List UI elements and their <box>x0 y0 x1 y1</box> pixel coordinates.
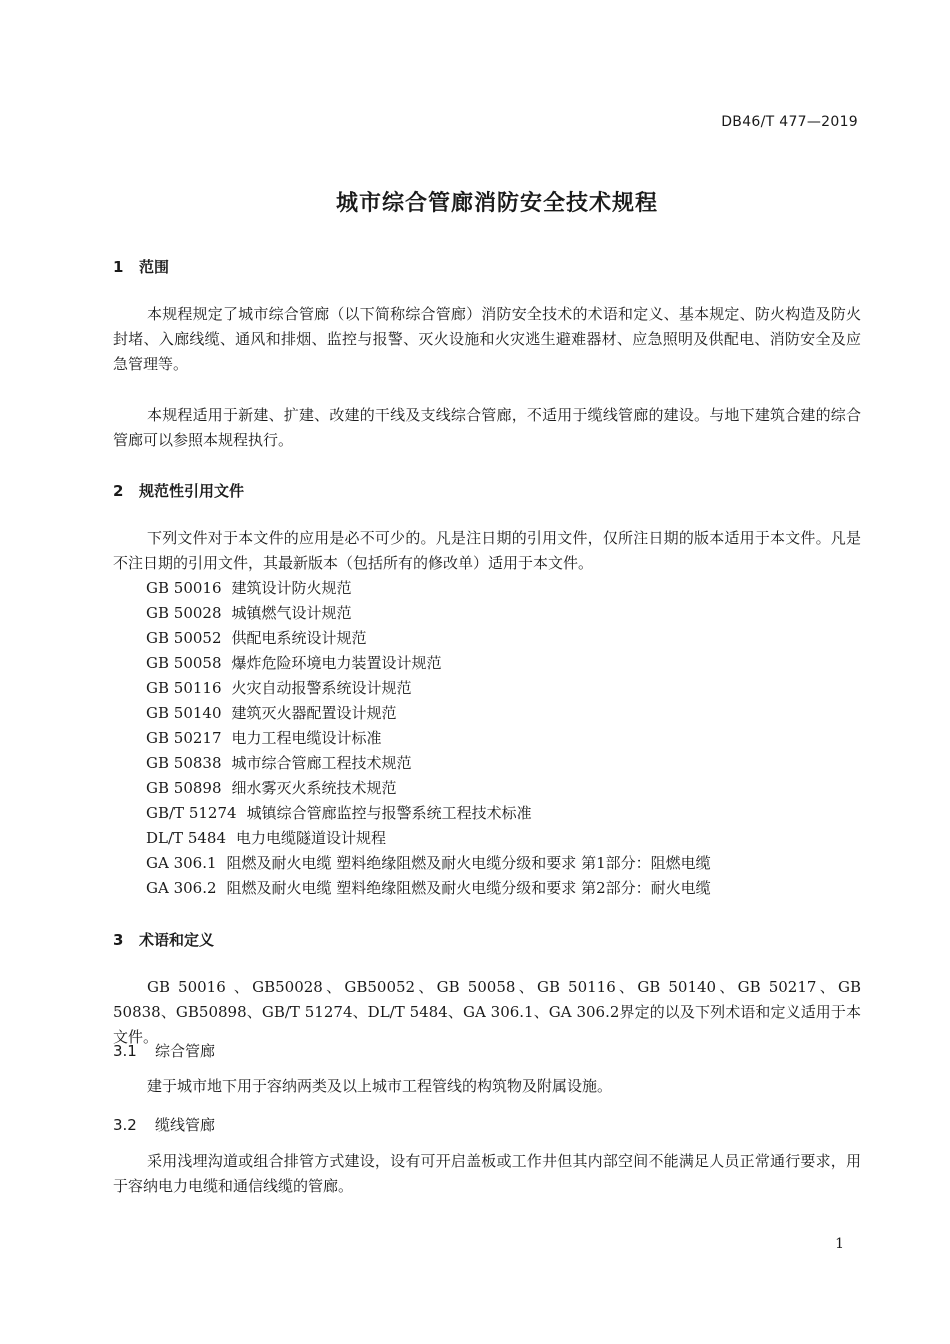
reference-title: 火灾自动报警系统设计规范 <box>231 679 412 697</box>
reference-title: 城市综合管廊工程技术规范 <box>231 754 412 772</box>
document-title: 城市综合管廊消防安全技术规程 <box>335 191 658 216</box>
reference-title: 建筑灭火器配置设计规范 <box>231 704 397 722</box>
reference-code: GB 50898 <box>146 779 222 797</box>
scope-paragraph-1: 本规程规定了城市综合管廊（以下简称综合管廊）消防安全技术的术语和定义、基本规定、防火构造及防火封堵、入廊线缆、通风和排烟、监控与报警、灭火设施和火灾逃生避难器材、应急照明及供配电、消防安全及应急管理等。 <box>113 305 861 373</box>
reference-list <box>146 576 711 901</box>
reference-code: GB 50028 <box>146 604 222 622</box>
list-item <box>146 576 711 601</box>
reference-title: 城镇燃气设计规范 <box>231 604 352 622</box>
list-item <box>146 676 711 701</box>
reference-title: 爆炸危险环境电力装置设计规范 <box>231 654 442 672</box>
list-item <box>146 601 711 626</box>
list-item <box>146 851 711 876</box>
list-item <box>146 751 711 776</box>
reference-code: GB 50052 <box>146 629 222 647</box>
reference-code: GB/T 51274 <box>146 804 237 822</box>
list-item <box>146 726 711 751</box>
reference-code: GB 50140 <box>146 704 222 722</box>
reference-title: 电力工程电缆设计标准 <box>231 729 382 747</box>
reference-code: GB 50838 <box>146 754 222 772</box>
reference-title: 建筑设计防火规范 <box>231 579 352 597</box>
term-3-2-heading <box>113 1114 215 1135</box>
section-3-heading <box>113 929 214 950</box>
section-2-heading <box>113 480 244 501</box>
reference-code: GA 306.2 <box>146 879 217 897</box>
term-number: 3.2 <box>113 1116 137 1134</box>
section-number: 2 <box>113 482 124 500</box>
reference-code: GB 50217 <box>146 729 222 747</box>
reference-title: 城镇综合管廊监控与报警系统工程技术标准 <box>246 804 532 822</box>
list-item <box>146 826 711 851</box>
term-name: 综合管廊 <box>155 1042 216 1060</box>
section-number: 3 <box>113 931 124 949</box>
reference-title: 电力电缆隧道设计规程 <box>236 829 387 847</box>
document-code: DB46/T 477—2019 <box>721 114 858 130</box>
list-item <box>146 651 711 676</box>
reference-title: 细水雾灭火系统技术规范 <box>231 779 397 797</box>
term-3-2-definition: 采用浅埋沟道或组合排管方式建设，设有可开启盖板或工作井但其内部空间不能满足人员正常通行要求，用于容纳电力电缆和通信线缆的管廊。 <box>113 1152 861 1195</box>
list-item <box>146 776 711 801</box>
reference-code: GB 50116 <box>146 679 222 697</box>
section-title: 规范性引用文件 <box>139 482 245 500</box>
term-3-1-definition: 建于城市地下用于容纳两类及以上城市工程管线的构筑物及附属设施。 <box>147 1077 613 1095</box>
scope-paragraph-2: 本规程适用于新建、扩建、改建的干线及支线综合管廊，不适用于缆线管廊的建设。与地下建筑合建的综合管廊可以参照本规程执行。 <box>113 406 861 449</box>
reference-code: GB 50016 <box>146 579 222 597</box>
terms-intro: GB 50016 、GB50028、GB50052、GB 50058、GB 50116、GB 50140、GB 50217、GB 50838、GB50898、GB/T 51274、DL/T 5484、GA 306.1、GA 306.2界定的以及下列术语和定义适用于本文件。 <box>113 978 861 1046</box>
section-title: 术语和定义 <box>139 931 215 949</box>
list-item <box>146 801 711 826</box>
list-item <box>146 626 711 651</box>
list-item <box>146 701 711 726</box>
page-number: 1 <box>835 1236 844 1252</box>
reference-code: GB 50058 <box>146 654 222 672</box>
reference-title: 阻燃及耐火电缆 塑料绝缘阻燃及耐火电缆分级和要求 第2部分：耐火电缆 <box>226 879 711 897</box>
reference-title: 供配电系统设计规范 <box>231 629 367 647</box>
term-3-1-heading <box>113 1040 215 1061</box>
reference-code: GA 306.1 <box>146 854 217 872</box>
reference-title: 阻燃及耐火电缆 塑料绝缘阻燃及耐火电缆分级和要求 第1部分：阻燃电缆 <box>226 854 711 872</box>
reference-code: DL/T 5484 <box>146 829 226 847</box>
section-number: 1 <box>113 258 124 276</box>
list-item <box>146 876 711 901</box>
term-number: 3.1 <box>113 1042 137 1060</box>
term-name: 缆线管廊 <box>155 1116 216 1134</box>
section-title: 范围 <box>139 258 170 276</box>
section-1-heading <box>113 256 169 277</box>
references-intro: 下列文件对于本文件的应用是必不可少的。凡是注日期的引用文件，仅所注日期的版本适用于本文件。凡是不注日期的引用文件，其最新版本（包括所有的修改单）适用于本文件。 <box>113 529 861 572</box>
